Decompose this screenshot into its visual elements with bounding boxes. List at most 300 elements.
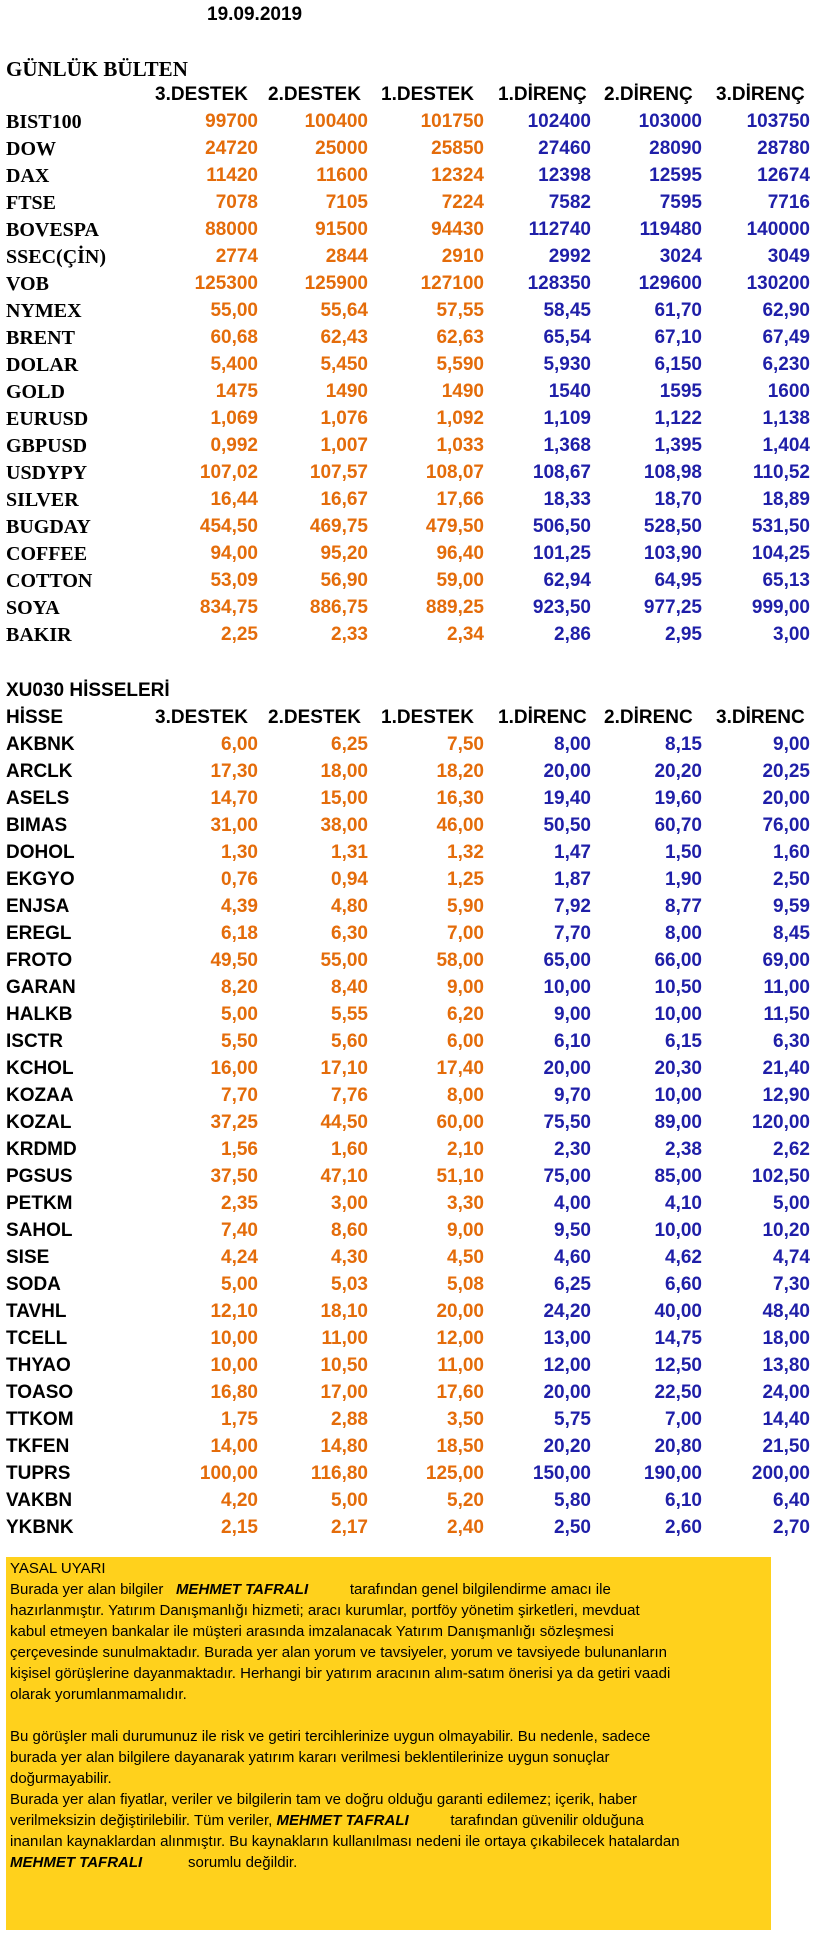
table-row [0, 1409, 818, 1436]
resistance-2-value: 20,20 [654, 761, 702, 782]
support-2-value: 469,75 [309, 516, 368, 537]
support-3-value: 37,25 [210, 1112, 258, 1133]
support-1-value: 6,20 [447, 1004, 484, 1025]
resistance-1-value: 58,45 [543, 300, 591, 321]
section2-title: XU030 HİSSELERİ [6, 680, 170, 701]
resistance-3-value: 140000 [746, 219, 810, 240]
support-2-value: 5,60 [331, 1031, 368, 1052]
support-1-value: 4,50 [447, 1247, 484, 1268]
table-row [0, 1193, 818, 1220]
legal-p1-line1: Burada yer alan bilgiler MEHMET TAFRALI tarafından genel bilgilendirme amacı ile [10, 1581, 611, 1598]
resistance-3-value: 69,00 [762, 950, 810, 971]
support-3-value: 16,44 [210, 489, 258, 510]
resistance-3-value: 6,40 [773, 1490, 810, 1511]
table-row [0, 408, 818, 435]
support-1-value: 108,07 [425, 462, 484, 483]
instrument-name: BIST100 [6, 111, 82, 133]
table-row [0, 1274, 818, 1301]
support-1-value: 17,66 [436, 489, 484, 510]
resistance-2-value: 8,15 [665, 734, 702, 755]
table-row [0, 977, 818, 1004]
support-1-value: 8,00 [447, 1085, 484, 1106]
table-row [0, 327, 818, 354]
support-3-value: 24720 [205, 138, 258, 159]
resistance-2-value: 119480 [639, 219, 702, 240]
resistance-1-value: 2,86 [554, 624, 591, 645]
resistance-3-value: 3049 [767, 246, 810, 267]
support-1-value: 58,00 [436, 950, 484, 971]
resistance-2-value: 1,50 [665, 842, 702, 863]
support-3-value: 31,00 [210, 815, 258, 836]
resistance-3-value: 531,50 [751, 516, 810, 537]
resistance-2-value: 10,00 [654, 1220, 702, 1241]
resistance-3-value: 18,00 [762, 1328, 810, 1349]
col-header-2-destek: 2.DESTEK [268, 707, 361, 728]
resistance-3-value: 5,00 [773, 1193, 810, 1214]
resistance-2-value: 64,95 [654, 570, 702, 591]
resistance-1-value: 5,930 [543, 354, 591, 375]
resistance-1-value: 4,60 [554, 1247, 591, 1268]
support-3-value: 2,35 [221, 1193, 258, 1214]
legal-p1-line4: çerçevesinde sunulmaktadır. Burada yer alan yorum ve tavsiyeler, yorum ve tavsiyede bulunanların [10, 1644, 668, 1661]
resistance-2-value: 12,50 [654, 1355, 702, 1376]
instrument-name: KCHOL [6, 1058, 74, 1079]
resistance-2-value: 4,10 [665, 1193, 702, 1214]
resistance-3-value: 6,30 [773, 1031, 810, 1052]
resistance-1-value: 5,80 [554, 1490, 591, 1511]
support-2-value: 17,00 [320, 1382, 368, 1403]
table-row [0, 950, 818, 977]
resistance-1-value: 10,00 [543, 977, 591, 998]
support-1-value: 20,00 [436, 1301, 484, 1322]
table-row [0, 1436, 818, 1463]
support-2-value: 14,80 [320, 1436, 368, 1457]
col-header-1-direnc: 1.DİRENÇ [498, 84, 587, 105]
resistance-2-value: 8,00 [665, 923, 702, 944]
support-3-value: 88000 [205, 219, 258, 240]
resistance-2-value: 103,90 [643, 543, 702, 564]
support-1-value: 18,20 [436, 761, 484, 782]
support-3-value: 12,10 [210, 1301, 258, 1322]
instrument-name: USDYPY [6, 462, 88, 484]
resistance-1-value: 4,00 [554, 1193, 591, 1214]
table-row [0, 1004, 818, 1031]
resistance-3-value: 65,13 [762, 570, 810, 591]
resistance-3-value: 9,59 [773, 896, 810, 917]
resistance-1-value: 1540 [548, 381, 591, 402]
resistance-1-value: 20,00 [543, 1382, 591, 1403]
support-1-value: 889,25 [425, 597, 484, 618]
support-1-value: 7,00 [447, 923, 484, 944]
table-row [0, 1085, 818, 1112]
support-2-value: 5,55 [331, 1004, 368, 1025]
col-header-3-destek: 3.DESTEK [155, 84, 248, 105]
support-1-value: 1,25 [447, 869, 484, 890]
support-2-value: 4,80 [331, 896, 368, 917]
instrument-name: KOZAA [6, 1085, 74, 1106]
support-3-value: 4,24 [221, 1247, 258, 1268]
legal-p3-line2: verilmeksizin değiştirilebilir. Tüm veriler, MEHMET TAFRALI tarafından güvenilir olduğuna [10, 1812, 644, 1829]
resistance-1-value: 12,00 [543, 1355, 591, 1376]
support-1-value: 59,00 [436, 570, 484, 591]
resistance-2-value: 10,00 [654, 1085, 702, 1106]
support-1-value: 1,092 [436, 408, 484, 429]
col-header-3-destek: 3.DESTEK [155, 707, 248, 728]
support-2-value: 1,076 [320, 408, 368, 429]
support-3-value: 10,00 [210, 1355, 258, 1376]
support-1-value: 3,50 [447, 1409, 484, 1430]
support-2-value: 11600 [316, 165, 368, 186]
instrument-name: COFFEE [6, 543, 88, 565]
resistance-3-value: 18,89 [762, 489, 810, 510]
resistance-2-value: 7595 [659, 192, 702, 213]
table-row [0, 815, 818, 842]
support-2-value: 2844 [325, 246, 368, 267]
support-3-value: 14,00 [210, 1436, 258, 1457]
instrument-name: TCELL [6, 1328, 68, 1349]
resistance-3-value: 6,230 [762, 354, 810, 375]
support-3-value: 53,09 [210, 570, 258, 591]
resistance-2-value: 85,00 [654, 1166, 702, 1187]
resistance-1-value: 65,54 [543, 327, 591, 348]
support-2-value: 18,10 [320, 1301, 368, 1322]
support-3-value: 5,50 [221, 1031, 258, 1052]
support-3-value: 834,75 [199, 597, 258, 618]
support-1-value: 62,63 [436, 327, 484, 348]
col-header-3-direnc: 3.DİRENÇ [716, 84, 805, 105]
support-3-value: 1,30 [221, 842, 258, 863]
instrument-name: YKBNK [6, 1517, 74, 1538]
support-1-value: 127100 [420, 273, 484, 294]
table-row [0, 273, 818, 300]
table-row [0, 1112, 818, 1139]
support-3-value: 60,68 [210, 327, 258, 348]
resistance-2-value: 2,95 [665, 624, 702, 645]
instrument-name: SSEC(ÇİN) [6, 246, 107, 268]
support-1-value: 1,32 [447, 842, 484, 863]
instrument-name: EURUSD [6, 408, 89, 430]
support-2-value: 38,00 [320, 815, 368, 836]
support-2-value: 3,00 [331, 1193, 368, 1214]
resistance-1-value: 27460 [538, 138, 591, 159]
instrument-name: SISE [6, 1247, 50, 1268]
resistance-2-value: 1595 [659, 381, 702, 402]
table-row [0, 219, 818, 246]
support-1-value: 5,90 [447, 896, 484, 917]
resistance-2-value: 103000 [638, 111, 702, 132]
table-row [0, 734, 818, 761]
resistance-1-value: 6,10 [554, 1031, 591, 1052]
resistance-1-value: 1,368 [543, 435, 591, 456]
support-2-value: 1,60 [331, 1139, 368, 1160]
support-1-value: 17,60 [436, 1382, 484, 1403]
table-row [0, 192, 818, 219]
support-1-value: 57,55 [436, 300, 484, 321]
instrument-name: VAKBN [6, 1490, 73, 1511]
support-2-value: 2,33 [331, 624, 368, 645]
instrument-name: FROTO [6, 950, 73, 971]
resistance-3-value: 20,25 [762, 761, 810, 782]
author-name: MEHMET TAFRALI [276, 1812, 409, 1829]
resistance-1-value: 24,20 [543, 1301, 591, 1322]
support-2-value: 95,20 [320, 543, 368, 564]
resistance-1-value: 108,67 [532, 462, 591, 483]
resistance-3-value: 1600 [767, 381, 810, 402]
support-2-value: 886,75 [309, 597, 368, 618]
resistance-3-value: 7,30 [773, 1274, 810, 1295]
support-2-value: 107,57 [309, 462, 368, 483]
resistance-1-value: 20,00 [543, 1058, 591, 1079]
resistance-3-value: 130200 [746, 273, 810, 294]
instrument-name: DOW [6, 138, 56, 160]
support-3-value: 49,50 [210, 950, 258, 971]
support-2-value: 18,00 [320, 761, 368, 782]
resistance-3-value: 3,00 [773, 624, 810, 645]
support-2-value: 7105 [325, 192, 368, 213]
support-3-value: 0,992 [210, 435, 258, 456]
support-1-value: 479,50 [425, 516, 484, 537]
table-row [0, 1247, 818, 1274]
resistance-1-value: 923,50 [532, 597, 591, 618]
support-3-value: 100,00 [199, 1463, 258, 1484]
resistance-2-value: 6,15 [665, 1031, 702, 1052]
legal-disclaimer [6, 1557, 771, 1930]
resistance-2-value: 108,98 [643, 462, 702, 483]
support-3-value: 5,00 [221, 1004, 258, 1025]
table-row [0, 1517, 818, 1544]
resistance-1-value: 9,50 [554, 1220, 591, 1241]
legal-p3-line3: inanılan kaynaklardan alınmıştır. Bu kaynakların kullanılması nedeni ile ortaya çıkabilecek hatalardan [10, 1833, 680, 1850]
resistance-1-value: 2,50 [554, 1517, 591, 1538]
resistance-2-value: 1,122 [654, 408, 702, 429]
resistance-2-value: 528,50 [643, 516, 702, 537]
resistance-1-value: 2,30 [554, 1139, 591, 1160]
resistance-1-value: 20,20 [543, 1436, 591, 1457]
resistance-2-value: 8,77 [665, 896, 702, 917]
col-header-2-direnc: 2.DİRENÇ [604, 84, 693, 105]
resistance-1-value: 150,00 [532, 1463, 591, 1484]
instrument-name: HALKB [6, 1004, 73, 1025]
support-2-value: 91500 [315, 219, 368, 240]
resistance-3-value: 104,25 [751, 543, 810, 564]
table-row [0, 300, 818, 327]
resistance-1-value: 50,50 [543, 815, 591, 836]
legal-p1-line2: hazırlanmıştır. Yatırım Danışmanlığı hizmeti; aracı kurumlar, portföy yönetim şirketleri, mevduat [10, 1602, 640, 1619]
support-1-value: 5,08 [447, 1274, 484, 1295]
support-3-value: 2774 [215, 246, 258, 267]
support-2-value: 4,30 [331, 1247, 368, 1268]
table-row [0, 165, 818, 192]
support-3-value: 11420 [206, 165, 258, 186]
table-row [0, 1220, 818, 1247]
table-row [0, 597, 818, 624]
resistance-3-value: 76,00 [762, 815, 810, 836]
support-2-value: 16,67 [320, 489, 368, 510]
table-row [0, 462, 818, 489]
support-1-value: 16,30 [436, 788, 484, 809]
resistance-3-value: 14,40 [762, 1409, 810, 1430]
support-1-value: 5,20 [447, 1490, 484, 1511]
support-1-value: 101750 [420, 111, 484, 132]
instrument-name: EREGL [6, 923, 72, 944]
instrument-name: TUPRS [6, 1463, 71, 1484]
table-row [0, 923, 818, 950]
resistance-1-value: 1,109 [543, 408, 591, 429]
instrument-name: BUGDAY [6, 516, 91, 538]
resistance-2-value: 14,75 [654, 1328, 702, 1349]
support-2-value: 0,94 [331, 869, 368, 890]
legal-p1-line6: olarak yorumlanmamalıdır. [10, 1686, 187, 1703]
table-row [0, 624, 818, 651]
resistance-3-value: 120,00 [751, 1112, 810, 1133]
instrument-name: GBPUSD [6, 435, 88, 457]
support-2-value: 5,03 [331, 1274, 368, 1295]
legal-title: YASAL UYARI [10, 1560, 106, 1577]
support-1-value: 96,40 [436, 543, 484, 564]
resistance-2-value: 10,50 [654, 977, 702, 998]
support-2-value: 6,25 [331, 734, 368, 755]
support-3-value: 2,25 [221, 624, 258, 645]
support-1-value: 125,00 [425, 1463, 484, 1484]
resistance-2-value: 6,60 [665, 1274, 702, 1295]
legal-p1-line5: kişisel görüşlerine dayanmaktadır. Herhangi bir yatırım aracının alım-satım önerisi ya da getiri vaadi [10, 1665, 671, 1682]
legal-p2-line2: burada yer alan bilgilere dayanarak yatırım kararı verilmesi beklentilerinize uygun sonuçlar [10, 1749, 610, 1766]
support-3-value: 99700 [205, 111, 258, 132]
resistance-3-value: 9,00 [773, 734, 810, 755]
resistance-2-value: 40,00 [654, 1301, 702, 1322]
support-3-value: 1,56 [221, 1139, 258, 1160]
resistance-3-value: 20,00 [762, 788, 810, 809]
resistance-1-value: 112740 [528, 219, 591, 240]
resistance-2-value: 2,38 [665, 1139, 702, 1160]
resistance-1-value: 8,00 [554, 734, 591, 755]
support-3-value: 454,50 [199, 516, 258, 537]
instrument-name: PGSUS [6, 1166, 73, 1187]
resistance-3-value: 102,50 [751, 1166, 810, 1187]
resistance-1-value: 128350 [527, 273, 591, 294]
resistance-3-value: 200,00 [751, 1463, 810, 1484]
support-3-value: 17,30 [210, 761, 258, 782]
support-1-value: 6,00 [447, 1031, 484, 1052]
resistance-1-value: 20,00 [543, 761, 591, 782]
resistance-1-value: 62,94 [543, 570, 591, 591]
instrument-name: PETKM [6, 1193, 73, 1214]
instrument-name: BIMAS [6, 815, 68, 836]
support-2-value: 11,00 [321, 1328, 368, 1349]
support-1-value: 11,00 [437, 1355, 484, 1376]
support-2-value: 2,17 [331, 1517, 368, 1538]
resistance-2-value: 28090 [649, 138, 702, 159]
table-row [0, 570, 818, 597]
support-2-value: 1490 [325, 381, 368, 402]
support-1-value: 2910 [441, 246, 484, 267]
resistance-2-value: 6,10 [665, 1490, 702, 1511]
support-2-value: 62,43 [320, 327, 368, 348]
resistance-2-value: 10,00 [654, 1004, 702, 1025]
support-3-value: 7078 [215, 192, 258, 213]
support-2-value: 15,00 [320, 788, 368, 809]
support-3-value: 6,00 [221, 734, 258, 755]
resistance-3-value: 13,80 [762, 1355, 810, 1376]
support-3-value: 94,00 [210, 543, 258, 564]
resistance-3-value: 999,00 [751, 597, 810, 618]
resistance-3-value: 4,74 [773, 1247, 810, 1268]
instrument-name: GOLD [6, 381, 65, 403]
support-1-value: 5,590 [436, 354, 484, 375]
table-row [0, 1328, 818, 1355]
table-row [0, 1355, 818, 1382]
instrument-name: ENJSA [6, 896, 70, 917]
instrument-name: SODA [6, 1274, 61, 1295]
support-3-value: 16,00 [210, 1058, 258, 1079]
resistance-2-value: 1,90 [665, 869, 702, 890]
support-2-value: 56,90 [320, 570, 368, 591]
support-3-value: 1,069 [210, 408, 258, 429]
legal-p2-line3: doğurmayabilir. [10, 1770, 112, 1787]
table-row [0, 111, 818, 138]
resistance-3-value: 1,404 [762, 435, 810, 456]
table-row [0, 1463, 818, 1490]
support-3-value: 16,80 [210, 1382, 258, 1403]
resistance-3-value: 103750 [746, 111, 810, 132]
resistance-2-value: 12595 [649, 165, 702, 186]
table-row [0, 896, 818, 923]
resistance-2-value: 7,00 [665, 1409, 702, 1430]
support-1-value: 2,34 [447, 624, 484, 645]
instrument-name: DOHOL [6, 842, 75, 863]
instrument-name: GARAN [6, 977, 76, 998]
resistance-2-value: 60,70 [654, 815, 702, 836]
support-3-value: 6,18 [221, 923, 258, 944]
table-row [0, 1301, 818, 1328]
resistance-2-value: 19,60 [654, 788, 702, 809]
support-1-value: 17,40 [436, 1058, 484, 1079]
resistance-1-value: 12398 [538, 165, 591, 186]
support-2-value: 1,31 [331, 842, 368, 863]
bulletin-title: GÜNLÜK BÜLTEN [6, 57, 188, 81]
bulletin-date: 19.09.2019 [207, 4, 303, 25]
resistance-3-value: 7716 [767, 192, 810, 213]
resistance-1-value: 506,50 [532, 516, 591, 537]
instrument-name: COTTON [6, 570, 93, 592]
table-row [0, 842, 818, 869]
resistance-2-value: 6,150 [654, 354, 702, 375]
resistance-2-value: 129600 [638, 273, 702, 294]
instrument-name: VOB [6, 273, 49, 295]
instrument-name: BOVESPA [6, 219, 99, 241]
resistance-1-value: 7,70 [554, 923, 591, 944]
resistance-1-value: 75,50 [543, 1112, 591, 1133]
resistance-2-value: 4,62 [665, 1247, 702, 1268]
section1-header-row [0, 84, 818, 110]
table-row [0, 1382, 818, 1409]
resistance-3-value: 62,90 [762, 300, 810, 321]
support-1-value: 1,033 [436, 435, 484, 456]
instrument-name: DAX [6, 165, 50, 187]
instrument-name: DOLAR [6, 354, 79, 376]
support-2-value: 5,00 [331, 1490, 368, 1511]
resistance-1-value: 6,25 [554, 1274, 591, 1295]
support-3-value: 7,40 [221, 1220, 258, 1241]
resistance-1-value: 7582 [548, 192, 591, 213]
resistance-3-value: 24,00 [762, 1382, 810, 1403]
author-name: MEHMET TAFRALI [10, 1854, 143, 1871]
instrument-name: BRENT [6, 327, 75, 349]
table-row [0, 489, 818, 516]
support-2-value: 2,88 [331, 1409, 368, 1430]
resistance-3-value: 21,50 [762, 1436, 810, 1457]
resistance-2-value: 20,30 [654, 1058, 702, 1079]
